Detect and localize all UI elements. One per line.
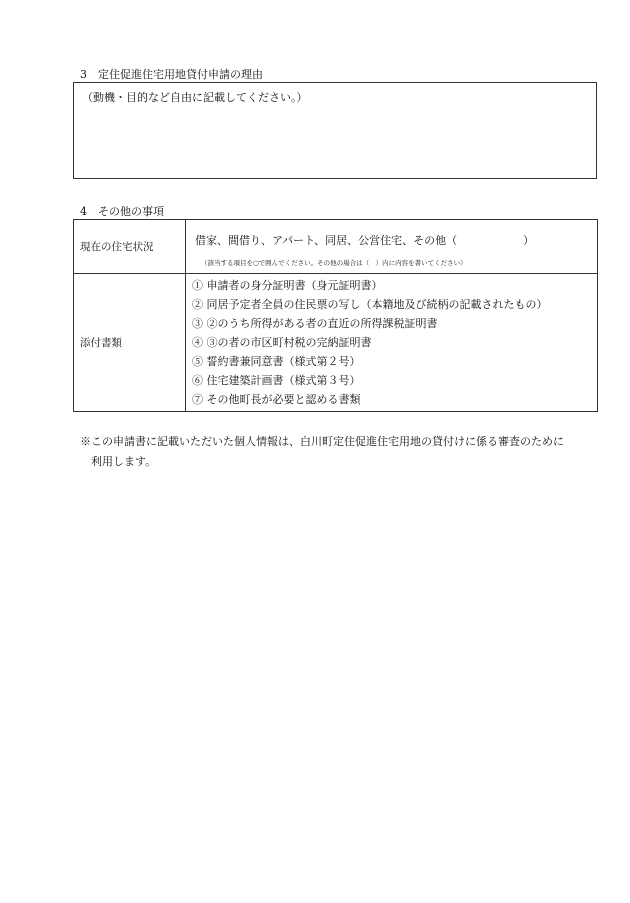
attachments-list [186,274,598,412]
attachments-label: 添付書類 [74,274,186,412]
other-items-table [73,219,598,412]
footnote-line-1: ※この申請書に記載いただいた個人情報は、白川町定住促進住宅用地の貸付けに係る審査のために [80,435,564,448]
section-4-title: 4 その他の事項 [80,205,164,218]
housing-label: 現在の住宅状況 [74,220,186,274]
reason-hint: （動機・目的など自由に記載してください。） [82,91,308,104]
attachment-item: ② 同居予定者全員の住民票の写し（本籍地及び続柄の記載されたもの） [192,298,548,311]
attachments-row [74,274,598,412]
attachment-item: ④ ③の者の市区町村税の完納証明書 [192,336,372,349]
housing-note-cell [186,255,598,274]
privacy-footnote [80,432,600,472]
attachment-item: ⑥ 住宅建築計画書（様式第３号） [192,374,361,387]
housing-options-cell[interactable] [186,220,598,256]
housing-options: 借家、間借り、アパート、同居、公営住宅、その他（ ） [195,234,535,247]
attachment-item: ③ ②のうち所得がある者の直近の所得課税証明書 [192,317,438,330]
attachment-item: ⑤ 誓約書兼同意書（様式第２号） [192,355,361,368]
housing-row [74,220,598,256]
reason-field[interactable] [73,82,597,179]
attachment-item: ① 申請者の身分証明書（身元証明書） [192,279,383,292]
housing-note: （該当する項目を○で囲んでください。その他の場合は（ ）内に内容を書いてください） [201,259,467,267]
footnote-line-2: 利用します。 [91,455,157,468]
section-3-title: 3 定住促進住宅用地貸付申請の理由 [80,68,263,81]
attachment-item: ⑦ その他町長が必要と認める書類 [192,393,361,406]
